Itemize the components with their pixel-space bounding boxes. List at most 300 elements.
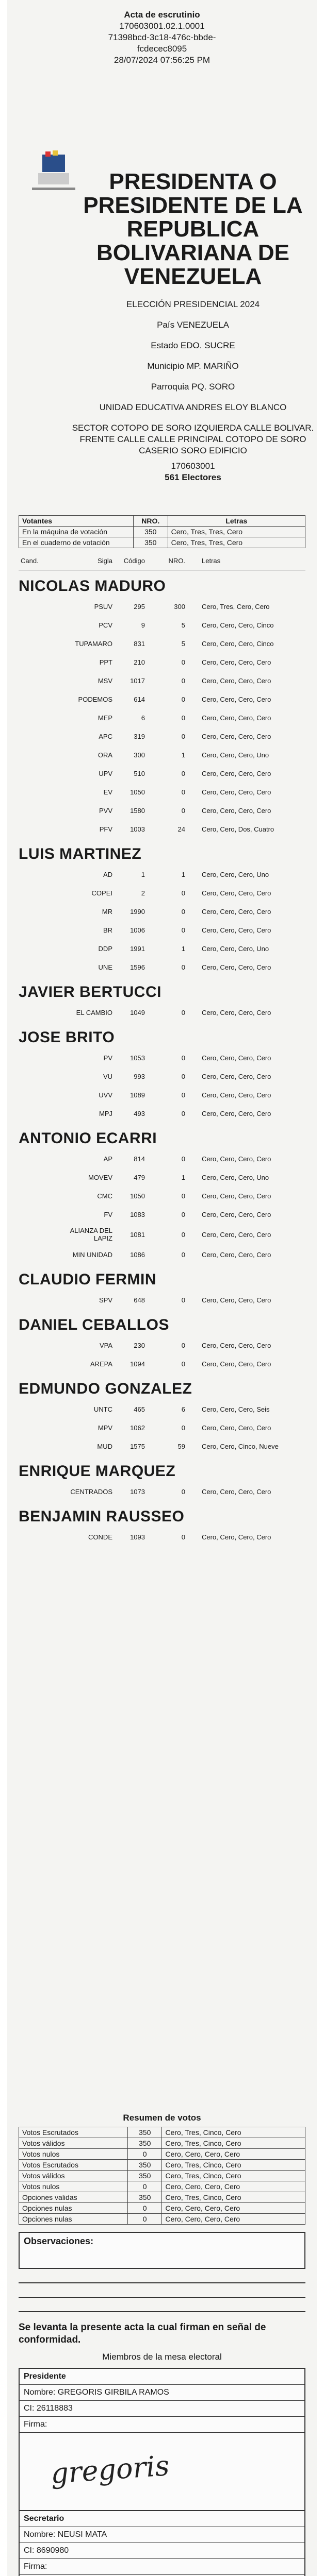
votantes-header: NRO.	[134, 516, 168, 527]
party-nro: 0	[181, 1487, 185, 1496]
spacer-cell	[19, 597, 54, 616]
spacer-cell	[19, 1224, 54, 1245]
party-let: Cero, Cero, Cero, Cero	[202, 1423, 271, 1432]
party-nro: 0	[181, 714, 185, 722]
party-sigla: EL CAMBIO	[76, 1008, 112, 1016]
spacer-cell	[19, 1205, 54, 1224]
party-cod: 493	[134, 1109, 145, 1117]
member-role: Secretario	[20, 2511, 304, 2527]
table-row	[19, 727, 305, 745]
resumen-let: Cero, Tres, Cinco, Cero	[162, 2127, 305, 2138]
resumen-nro: 350	[127, 2192, 162, 2203]
party-nro: 300	[174, 602, 185, 611]
office-title	[69, 170, 317, 289]
party-cod: 1991	[130, 944, 145, 953]
spacer-cell	[19, 1003, 54, 1022]
table-row	[19, 1168, 305, 1187]
party-nro: 0	[181, 1109, 185, 1117]
party-nro: 0	[181, 1091, 185, 1099]
acta-label: Acta de escrutinio	[124, 10, 200, 20]
party-let: Cero, Cero, Cero, Cero	[202, 1250, 271, 1259]
party-nro: 0	[181, 1360, 185, 1368]
party-sigla: UNTC	[93, 1405, 112, 1413]
spacer-cell	[19, 1086, 54, 1104]
table-row	[19, 2149, 305, 2160]
party-let: Cero, Cero, Cero, Cero	[202, 769, 271, 777]
party-cod: 1596	[130, 963, 145, 971]
party-cod: 210	[134, 658, 145, 666]
resumen-table	[19, 2127, 305, 2225]
party-sigla: UPV	[99, 769, 112, 777]
party-cod: 831	[134, 639, 145, 648]
spacer-cell	[19, 1354, 54, 1373]
spacer-cell	[19, 1437, 54, 1455]
table-row	[19, 958, 305, 976]
votantes-nro: 350	[134, 537, 168, 548]
party-let: Cero, Tres, Cero, Cero	[202, 602, 270, 611]
candidate-table	[19, 597, 305, 838]
party-let: Cero, Cero, Cero, Uno	[202, 1173, 269, 1181]
party-cod: 1	[141, 870, 145, 878]
party-cod: 465	[134, 1405, 145, 1413]
acta-hash-1: 71398bcd-3c18-476c-bbde-	[108, 32, 216, 42]
member-nombre: Nombre: NEUSI MATA	[20, 2527, 304, 2543]
party-let: Cero, Cero, Cero, Cero	[202, 963, 271, 971]
parish: Parroquia PQ. SORO	[151, 382, 235, 392]
party-cod: 230	[134, 1341, 145, 1349]
party-cod: 300	[134, 751, 145, 759]
party-sigla: FV	[104, 1210, 112, 1218]
party-let: Cero, Cero, Cero, Cero	[202, 1192, 271, 1200]
col-header: Sigla	[98, 556, 112, 565]
resumen-nro: 0	[127, 2181, 162, 2192]
spacer-cell	[19, 1187, 54, 1205]
table-row	[19, 1003, 305, 1022]
table-row	[19, 783, 305, 801]
member-ci: CI: 8690980	[20, 2543, 304, 2559]
resumen-let: Cero, Cero, Cero, Cero	[162, 2214, 305, 2225]
table-row	[19, 1400, 305, 1418]
spacer-cell	[19, 783, 54, 801]
party-let: Cero, Cero, Cero, Cero	[202, 1487, 271, 1496]
resumen-nro: 0	[127, 2149, 162, 2160]
party-nro: 0	[181, 889, 185, 897]
table-row	[19, 1149, 305, 1168]
party-nro: 0	[181, 658, 185, 666]
party-let: Cero, Cero, Cero, Cero	[202, 926, 271, 934]
party-let: Cero, Cero, Cero, Cero	[202, 1054, 271, 1062]
party-cod: 1073	[130, 1487, 145, 1496]
spacer-cell	[19, 1528, 54, 1546]
party-let: Cero, Cero, Dos, Cuatro	[202, 825, 274, 833]
votantes-header: Votantes	[19, 516, 134, 527]
candidate-name: ANTONIO ECARRI	[19, 1130, 157, 1147]
party-let: Cero, Cero, Cero, Uno	[202, 870, 269, 878]
table-row	[19, 2203, 305, 2214]
party-nro: 0	[181, 695, 185, 703]
col-header: NRO.	[168, 556, 185, 565]
party-let: Cero, Cero, Cero, Cero	[202, 1230, 271, 1239]
party-nro: 0	[181, 1230, 185, 1239]
candidates-list	[19, 578, 305, 1546]
spacer-cell	[19, 690, 54, 708]
party-nro: 6	[181, 1405, 185, 1413]
party-cod: 1050	[130, 788, 145, 796]
spacer-cell	[19, 1291, 54, 1309]
observaciones-box	[19, 2232, 305, 2269]
table-row	[19, 939, 305, 958]
party-nro: 0	[181, 1054, 185, 1062]
spacer-cell	[19, 653, 54, 671]
candidate-table	[19, 1482, 305, 1501]
candidate-name: JOSE BRITO	[19, 1029, 115, 1046]
party-let: Cero, Cero, Cero, Cero	[202, 1091, 271, 1099]
party-sigla: APC	[99, 732, 112, 740]
party-nro: 1	[181, 944, 185, 953]
electors-count: 561 Electores	[165, 472, 221, 482]
table-row	[19, 2171, 305, 2181]
municipality: Municipio MP. MARIÑO	[147, 361, 239, 371]
center-code: 170603001	[171, 461, 215, 471]
party-let: Cero, Cero, Cero, Cero	[202, 1109, 271, 1117]
party-sigla: TUPAMARO	[75, 639, 112, 648]
candidate-name: NICOLAS MADURO	[19, 578, 166, 595]
country: País VENEZUELA	[157, 320, 229, 330]
party-sigla: PSUV	[94, 602, 112, 611]
party-nro: 59	[177, 1442, 185, 1450]
party-cod: 295	[134, 602, 145, 611]
party-nro: 5	[181, 639, 185, 648]
party-let: Cero, Cero, Cero, Cero	[202, 695, 271, 703]
party-sigla: MPJ	[99, 1109, 112, 1117]
spacer-cell	[19, 820, 54, 838]
party-sigla: MR	[102, 907, 112, 916]
candidate-name: CLAUDIO FERMIN	[19, 1271, 156, 1288]
party-cod: 814	[134, 1155, 145, 1163]
member-firma: Firma:	[20, 2417, 304, 2433]
party-sigla: PVV	[99, 806, 112, 815]
table-row	[19, 921, 305, 939]
party-cod: 1575	[130, 1442, 145, 1450]
resumen-let: Cero, Tres, Cinco, Cero	[162, 2138, 305, 2149]
resumen-nro: 350	[127, 2138, 162, 2149]
party-sigla: MEP	[98, 714, 112, 722]
party-cod: 1580	[130, 806, 145, 815]
table-row	[19, 884, 305, 902]
party-let: Cero, Cero, Cero, Cero	[202, 732, 271, 740]
party-nro: 0	[181, 1250, 185, 1259]
resumen-label: Opciones nulas	[19, 2203, 128, 2214]
table-row	[19, 1482, 305, 1501]
spacer-cell	[19, 1168, 54, 1187]
member-block	[20, 2511, 304, 2576]
votantes-section	[19, 515, 305, 1546]
table-row	[19, 653, 305, 671]
party-nro: 1	[181, 1173, 185, 1181]
spacer-cell	[19, 708, 54, 727]
table-row	[19, 2192, 305, 2203]
conformidad-text: Se levanta la presente acta la cual firman en señal de conformidad.	[19, 2322, 266, 2345]
party-sigla: AREPA	[90, 1360, 112, 1368]
acta-header	[7, 9, 317, 66]
party-cod: 1083	[130, 1210, 145, 1218]
table-row	[19, 527, 305, 537]
party-let: Cero, Cero, Cero, Cero	[202, 1210, 271, 1218]
table-row	[19, 865, 305, 884]
party-sigla: PV	[103, 1054, 112, 1062]
votantes-table	[19, 515, 305, 548]
mesa-title: Miembros de la mesa electoral	[102, 2352, 222, 2362]
candidate-name: ENRIQUE MARQUEZ	[19, 1463, 176, 1480]
party-let: Cero, Cero, Cero, Cero	[202, 1360, 271, 1368]
resumen-let: Cero, Cero, Cero, Cero	[162, 2181, 305, 2192]
party-nro: 24	[177, 825, 185, 833]
member-block	[20, 2369, 304, 2511]
party-cod: 1017	[130, 676, 145, 685]
party-sigla: MPV	[98, 1423, 112, 1432]
party-nro: 0	[181, 963, 185, 971]
resumen-nro: 350	[127, 2160, 162, 2171]
party-sigla: COPEI	[91, 889, 112, 897]
members-box	[19, 2368, 305, 2576]
candidate-table	[19, 1003, 305, 1022]
party-nro: 0	[181, 1423, 185, 1432]
party-sigla: MSV	[98, 676, 112, 685]
col-header: Letras	[202, 556, 221, 565]
resumen-label: Votos válidos	[19, 2171, 128, 2181]
party-cod: 1050	[130, 1192, 145, 1200]
candidate-name: BENJAMIN RAUSSEO	[19, 1508, 185, 1525]
party-sigla: CENTRADOS	[70, 1487, 112, 1496]
party-cod: 1093	[130, 1533, 145, 1541]
votantes-header: Letras	[168, 516, 305, 527]
spacer-cell	[19, 1336, 54, 1354]
party-nro: 0	[181, 907, 185, 916]
party-let: Cero, Cero, Cero, Cero	[202, 907, 271, 916]
party-nro: 0	[181, 1192, 185, 1200]
party-cod: 319	[134, 732, 145, 740]
spacer-cell	[19, 921, 54, 939]
table-row	[19, 634, 305, 653]
candidates-header-row	[19, 551, 305, 570]
resumen-label: Votos Escrutados	[19, 2160, 128, 2171]
party-sigla: PCV	[99, 621, 112, 629]
resumen-nro: 0	[127, 2203, 162, 2214]
table-row	[19, 1336, 305, 1354]
table-row	[19, 2138, 305, 2149]
party-cod: 510	[134, 769, 145, 777]
spacer-cell	[19, 1149, 54, 1168]
table-row	[19, 902, 305, 921]
party-let: Cero, Cero, Cero, Cero	[202, 1341, 271, 1349]
party-cod: 1086	[130, 1250, 145, 1259]
party-sigla: UVV	[99, 1091, 112, 1099]
party-sigla: BR	[103, 926, 112, 934]
party-nro: 0	[181, 1072, 185, 1080]
table-row	[19, 745, 305, 764]
resumen-nro: 350	[127, 2127, 162, 2138]
candidate-name: EDMUNDO GONZALEZ	[19, 1380, 192, 1397]
observaciones-label: Observaciones:	[24, 2236, 94, 2246]
table-row	[19, 690, 305, 708]
party-cod: 1081	[130, 1230, 145, 1239]
party-let: Cero, Cero, Cero, Cero	[202, 1533, 271, 1541]
table-row	[19, 1245, 305, 1264]
party-sigla: ALIANZA DEL LAPIZ	[70, 1227, 112, 1242]
table-row	[19, 1067, 305, 1086]
party-sigla: ORA	[98, 751, 112, 759]
spacer-cell	[19, 634, 54, 653]
party-sigla: CMC	[97, 1192, 112, 1200]
table-row	[19, 1048, 305, 1067]
resumen-nro: 0	[127, 2214, 162, 2225]
party-nro: 5	[181, 621, 185, 629]
table-row	[19, 708, 305, 727]
party-let: Cero, Cero, Cero, Cero	[202, 889, 271, 897]
signature-area	[20, 2433, 304, 2510]
party-sigla: MIN UNIDAD	[72, 1250, 112, 1259]
party-cod: 1003	[130, 825, 145, 833]
resumen-title: Resumen de votos	[123, 2113, 201, 2123]
votantes-label: En el cuaderno de votación	[19, 537, 134, 548]
resumen-let: Cero, Cero, Cero, Cero	[162, 2203, 305, 2214]
location-block	[69, 299, 317, 483]
party-let: Cero, Cero, Cero, Seis	[202, 1405, 270, 1413]
party-sigla: VPA	[99, 1341, 112, 1349]
spacer-cell	[19, 958, 54, 976]
spacer-cell	[19, 616, 54, 634]
table-row	[19, 1224, 305, 1245]
table-row	[19, 671, 305, 690]
party-nro: 1	[181, 870, 185, 878]
table-row	[19, 597, 305, 616]
table-row	[19, 2160, 305, 2171]
party-let: Cero, Cero, Cero, Cinco	[202, 621, 274, 629]
candidate-table	[19, 1291, 305, 1309]
table-row	[19, 820, 305, 838]
party-nro: 0	[181, 732, 185, 740]
party-nro: 0	[181, 1008, 185, 1016]
party-sigla: PPT	[99, 658, 112, 666]
acta-number: 170603001.02.1.0001	[119, 21, 205, 31]
party-cod: 1089	[130, 1091, 145, 1099]
table-row	[19, 1528, 305, 1546]
party-nro: 0	[181, 926, 185, 934]
table-row	[19, 801, 305, 820]
member-ci: CI: 26118883	[20, 2401, 304, 2417]
votantes-nro: 350	[134, 527, 168, 537]
votantes-letras: Cero, Tres, Tres, Cero	[168, 527, 305, 537]
party-sigla: AP	[103, 1155, 112, 1163]
spacer-cell	[19, 671, 54, 690]
party-let: Cero, Cero, Cero, Cero	[202, 658, 271, 666]
table-row	[19, 1354, 305, 1373]
col-header: Cand.	[21, 556, 39, 565]
candidate-table	[19, 1149, 305, 1264]
candidate-table	[19, 1528, 305, 1546]
table-row	[19, 1086, 305, 1104]
party-let: Cero, Cero, Cero, Cero	[202, 1155, 271, 1163]
spacer-cell	[19, 1245, 54, 1264]
party-cod: 479	[134, 1173, 145, 1181]
party-sigla: PODEMOS	[78, 695, 112, 703]
party-cod: 9	[141, 621, 145, 629]
member-firma: Firma:	[20, 2559, 304, 2575]
spacer-cell	[19, 939, 54, 958]
party-sigla: AD	[103, 870, 112, 878]
party-cod: 1053	[130, 1054, 145, 1062]
party-nro: 0	[181, 769, 185, 777]
spacer-cell	[19, 801, 54, 820]
party-sigla: DDP	[98, 944, 112, 953]
col-header: Código	[123, 556, 145, 565]
resumen-let: Cero, Cero, Cero, Cero	[162, 2149, 305, 2160]
table-row	[19, 2214, 305, 2225]
candidate-table	[19, 1336, 305, 1373]
member-nombre: Nombre: GREGORIS GIRBILA RAMOS	[20, 2385, 304, 2401]
party-nro: 0	[181, 1533, 185, 1541]
party-let: Cero, Cero, Cero, Cero	[202, 1008, 271, 1016]
spacer-cell	[19, 1482, 54, 1501]
table-row	[19, 537, 305, 548]
party-let: Cero, Cero, Cero, Cero	[202, 1296, 271, 1304]
acta-datetime: 28/07/2024 07:56:25 PM	[114, 55, 210, 65]
candidate-table	[19, 1400, 305, 1455]
party-nro: 0	[181, 788, 185, 796]
party-cod: 1094	[130, 1360, 145, 1368]
acta-hash-2: fcdecec8095	[137, 44, 187, 54]
party-let: Cero, Cero, Cero, Uno	[202, 944, 269, 953]
party-cod: 993	[134, 1072, 145, 1080]
table-row	[19, 764, 305, 783]
party-let: Cero, Cero, Cero, Cero	[202, 714, 271, 722]
resumen-section	[19, 2112, 305, 2576]
spacer-cell	[19, 1048, 54, 1067]
resumen-label: Opciones validas	[19, 2192, 128, 2203]
office-line: REPUBLICA	[126, 216, 260, 242]
spacer-cell	[19, 884, 54, 902]
party-cod: 2	[141, 889, 145, 897]
party-let: Cero, Cero, Cero, Cero	[202, 788, 271, 796]
candidate-table	[19, 865, 305, 976]
party-sigla: UNE	[98, 963, 112, 971]
party-cod: 1049	[130, 1008, 145, 1016]
table-row	[19, 1437, 305, 1455]
office-line: PRESIDENTE DE LA	[83, 193, 303, 218]
resumen-label: Votos Escrutados	[19, 2127, 128, 2138]
spacer-cell	[19, 902, 54, 921]
spacer-cell	[19, 865, 54, 884]
resumen-nro: 350	[127, 2171, 162, 2181]
spacer-cell	[19, 745, 54, 764]
votantes-letras: Cero, Tres, Tres, Cero	[168, 537, 305, 548]
party-let: Cero, Cero, Cero, Cero	[202, 1072, 271, 1080]
spacer-cell	[19, 1400, 54, 1418]
party-let: Cero, Cero, Cero, Cero	[202, 676, 271, 685]
member-role: Presidente	[20, 2369, 304, 2385]
party-nro: 0	[181, 676, 185, 685]
party-cod: 648	[134, 1296, 145, 1304]
table-row	[19, 1418, 305, 1437]
candidate-name: LUIS MARTINEZ	[19, 845, 142, 862]
office-line: VENEZUELA	[124, 264, 262, 289]
resumen-label: Opciones nulas	[19, 2214, 128, 2225]
resumen-let: Cero, Tres, Cinco, Cero	[162, 2171, 305, 2181]
party-cod: 1062	[130, 1423, 145, 1432]
party-sigla: MUD	[97, 1442, 112, 1450]
candidate-table	[19, 1048, 305, 1123]
party-let: Cero, Cero, Cero, Uno	[202, 751, 269, 759]
